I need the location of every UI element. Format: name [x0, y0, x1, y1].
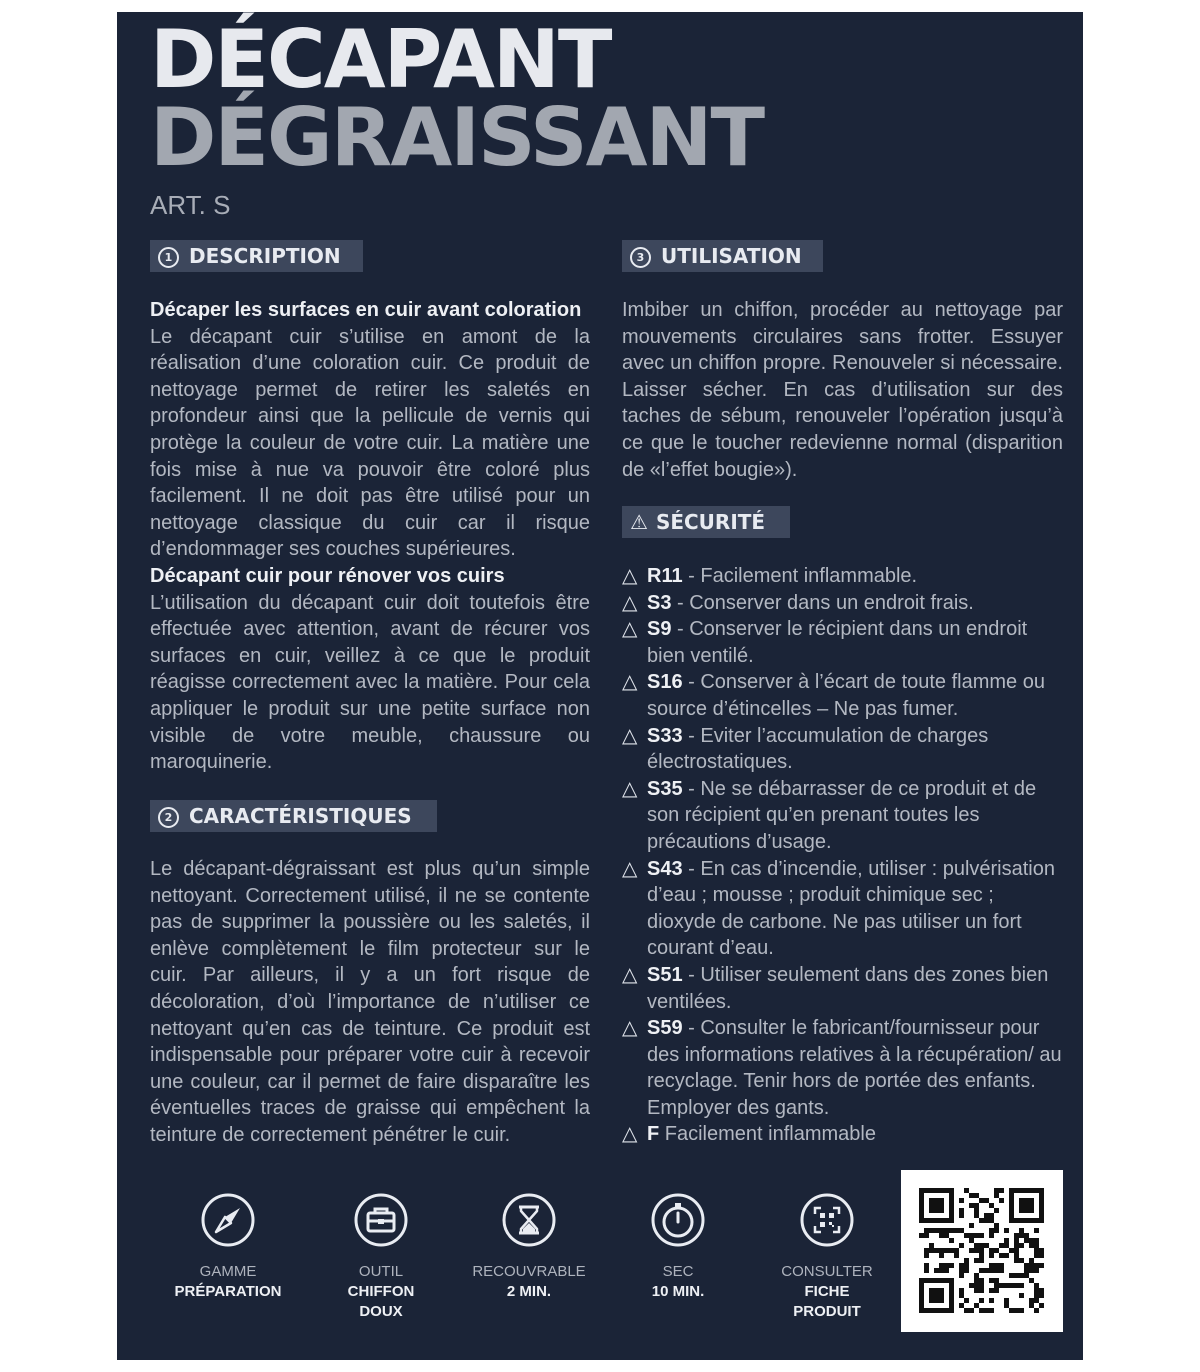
- hourglass-icon: [501, 1192, 557, 1248]
- feature-value: FICHE: [804, 1283, 850, 1300]
- article-ref: ART. S: [150, 190, 231, 220]
- safety-item: [622, 856, 1063, 962]
- caracteristiques-body: [150, 856, 590, 1149]
- safety-text: - Consulter le fabricant/fournisseur pour des informations relatives à la récupération/ au recyclage. Tenir hors de portée des enfants. Employer des gants.: [647, 1017, 1062, 1119]
- paragraph: Imbiber un chiffon, procéder au nettoyage par mouvements circulaires sans frotter. Essuyer avec un chiffon propre. Renouveler si nécessaire. Laisser sécher. En cas d’utilisation sur des taches de sébum, renouveler l’opération jusqu’à ce que le toucher redevienne normal (disparition de «l’effet bougie»).: [622, 299, 1063, 481]
- warning-triangle-icon: △: [622, 724, 638, 747]
- safety-code: S35: [647, 777, 683, 800]
- safety-text: - Conserver à l’écart de toute flamme ou source d’étincelles – Ne pas fumer.: [647, 671, 1045, 720]
- section-title: UTILISATION: [661, 244, 802, 268]
- section-number-badge: 2: [158, 807, 179, 828]
- safety-item: [622, 590, 1063, 617]
- subheading: Décapant cuir pour rénover vos cuirs: [150, 564, 505, 587]
- safety-text: - Conserver le récipient dans un endroit bien ventilé.: [647, 618, 1028, 667]
- safety-item: [622, 616, 1063, 669]
- warning-triangle-icon: △: [622, 963, 638, 986]
- paragraph: Le décapant cuir s’utilise en amont de la réalisation d’une coloration cuir. Ce produit de nettoyage permet de retirer les saletés en profondeur ainsi que la pellicule de vernis qui protège la couleur de votre cuir. La matière une fois mise à nue va pouvoir être coloré plus facilement. Il ne doit pas être utilisé pour un nettoyage classique du cuir car il risque d’endommager ses couches supérieures.: [150, 325, 590, 561]
- safety-code: S59: [647, 1017, 683, 1040]
- subheading: Décaper les surfaces en cuir avant coloration: [150, 299, 582, 321]
- safety-text: - Ne se débarrasser de ce produit et de son récipient qu’en prenant toutes les précautions d’usage.: [647, 777, 1037, 853]
- section-title: CARACTÉRISTIQUES: [189, 804, 412, 828]
- securite-list: [622, 563, 1063, 1148]
- description-body: [150, 297, 590, 776]
- compass-icon: [200, 1192, 256, 1248]
- warning-triangle-icon: △: [622, 591, 638, 614]
- feature-outil: [311, 1192, 451, 1322]
- feature-label: OUTIL: [358, 1263, 404, 1280]
- qr-code[interactable]: [901, 1170, 1063, 1332]
- warning-triangle-icon: △: [622, 618, 638, 641]
- safety-code: S16: [647, 671, 683, 694]
- safety-text: - Conserver dans un endroit frais.: [671, 591, 974, 614]
- feature-label: CONSULTER: [781, 1263, 873, 1280]
- safety-item: [622, 776, 1063, 856]
- section-header-caracteristiques: [150, 800, 437, 832]
- feature-value-2: DOUX: [359, 1303, 403, 1320]
- utilisation-body: [622, 297, 1063, 483]
- section-title: DESCRIPTION: [189, 244, 341, 268]
- stopwatch-icon: [650, 1192, 706, 1248]
- safety-text: - En cas d’incendie, utiliser : pulvérisation d’eau ; mousse ; produit chimique sec ; dioxyde de carbone. Ne pas utiliser un fort courant d’eau.: [647, 857, 1055, 960]
- safety-item: [622, 1015, 1063, 1121]
- feature-consulter: [757, 1192, 897, 1322]
- paragraph: Le décapant-dégraissant est plus qu’un simple nettoyant. Correctement utilisé, il ne se contente pas de supprimer la poussière ou les saletés, il enlève complètement le film protecteur sur le cuir. Par ailleurs, il y a un fort risque de décoloration, d’où l’importance de n’utiliser ce nettoyant qu’en cas de teinture. Ce produit est indispensable pour préparer votre cuir à recevoir une couleur, car il permet de faire disparaître les éventuelles traces de graisse qui empêchent la teinture de correctement pénétrer le cuir.: [150, 858, 590, 1146]
- safety-code: S9: [647, 618, 672, 641]
- safety-code: S3: [647, 591, 672, 614]
- feature-value: CHIFFON: [347, 1283, 415, 1300]
- section-header-description: [150, 240, 363, 272]
- warning-triangle-icon: △: [622, 671, 638, 694]
- section-header-securite: [622, 506, 790, 538]
- safety-item: [622, 669, 1063, 722]
- safety-text: - Facilement inflammable.: [682, 565, 918, 587]
- safety-item: [622, 563, 1063, 590]
- safety-code: S51: [647, 963, 683, 986]
- feature-label: SEC: [662, 1263, 694, 1280]
- feature-sec: [608, 1192, 748, 1302]
- title-line-2: DÉGRAISSANT: [150, 91, 764, 184]
- safety-text: - Utiliser seulement dans des zones bien ventilées.: [647, 963, 1049, 1013]
- qr-code-icon: [901, 1170, 1063, 1332]
- warning-triangle-icon: △: [622, 565, 638, 587]
- feature-label: RECOUVRABLE: [472, 1263, 586, 1280]
- feature-recouvrable: [459, 1192, 599, 1302]
- qr-scan-icon: [799, 1192, 855, 1248]
- feature-value: PRÉPARATION: [174, 1283, 282, 1300]
- section-number-badge: 1: [158, 247, 179, 268]
- feature-gamme: [158, 1192, 298, 1302]
- safety-text: - Eviter l’accumulation de charges électrostatiques.: [647, 724, 989, 774]
- section-number-badge: 3: [630, 247, 651, 268]
- safety-item: [622, 723, 1063, 776]
- feature-value-2: PRODUIT: [793, 1303, 861, 1320]
- safety-code: R11: [647, 565, 683, 587]
- toolbox-icon: [353, 1192, 409, 1248]
- warning-triangle-icon: △: [622, 1123, 638, 1146]
- safety-code: S33: [647, 724, 683, 747]
- feature-value: 10 MIN.: [651, 1283, 705, 1300]
- warning-triangle-icon: △: [622, 1017, 638, 1040]
- warning-triangle-icon: △: [622, 857, 638, 880]
- paragraph: L’utilisation du décapant cuir doit toutefois être effectuée avec attention, avant de récurer vos surfaces en cuir, veillez à ce que le produit réagisse correctement avec la matière. Pour cela appliquer le produit sur une petite surface non visible de votre meuble, chaussure ou maroquinerie.: [150, 591, 590, 774]
- section-header-utilisation: [622, 240, 823, 272]
- feature-label: GAMME: [199, 1263, 257, 1280]
- safety-item: [622, 962, 1063, 1015]
- section-title: SÉCURITÉ: [655, 510, 766, 534]
- safety-code: S43: [647, 857, 683, 880]
- title-line-1: DÉCAPANT: [150, 13, 611, 106]
- warning-triangle-icon: △: [622, 777, 638, 800]
- safety-code: F: [647, 1123, 660, 1146]
- warning-icon: ⚠: [630, 510, 648, 534]
- safety-text: Facilement inflammable: [659, 1123, 876, 1146]
- safety-item: [622, 1121, 1063, 1148]
- feature-value: 2 MIN.: [506, 1283, 552, 1300]
